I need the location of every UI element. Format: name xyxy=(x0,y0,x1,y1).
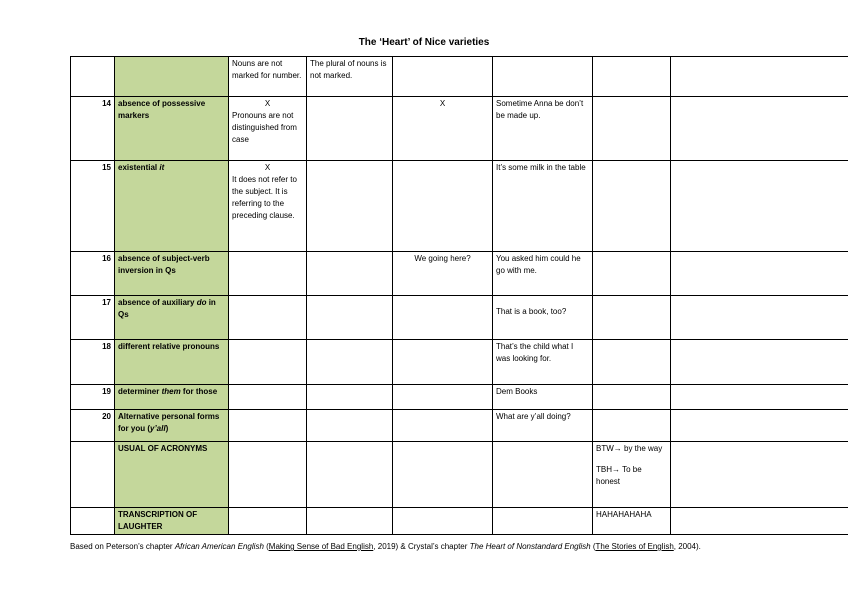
cell-col3 xyxy=(307,410,393,442)
cell-col3 xyxy=(307,97,393,161)
source-link-stories-of-english[interactable]: The Stories of English xyxy=(595,542,674,551)
cell-col2: Nouns are not marked for number. xyxy=(229,57,307,97)
table-row xyxy=(71,57,848,97)
cell-example xyxy=(493,508,593,535)
row-number: 17 xyxy=(71,296,115,340)
note: It does not refer to the subject. It is referring to the preceding clause. xyxy=(232,175,297,220)
feature-label: TRANSCRIPTION OF LAUGHTER xyxy=(115,508,229,535)
cell-col4: We going here? xyxy=(393,252,493,296)
example-text: It’s some milk in the table xyxy=(493,161,593,252)
cell-col6 xyxy=(593,161,671,252)
example-text: That’s the child what I was looking for. xyxy=(493,340,593,385)
acronym-btw: BTW→ by the way xyxy=(596,444,663,453)
cell-col6 xyxy=(593,385,671,410)
varieties-table xyxy=(70,56,848,535)
cell-col2 xyxy=(229,410,307,442)
acronym-list xyxy=(593,442,671,508)
row-number: 18 xyxy=(71,340,115,385)
source-link-bad-english[interactable]: Making Sense of Bad English xyxy=(268,542,374,551)
table-row xyxy=(71,161,848,252)
note: Pronouns are not distinguished from case xyxy=(232,111,297,144)
cell-col7 xyxy=(671,385,848,410)
cell-num xyxy=(71,442,115,508)
cell-col4 xyxy=(393,410,493,442)
cell-col2 xyxy=(229,508,307,535)
cell-num xyxy=(71,508,115,535)
example-text: Sometime Anna be don’t be made up. xyxy=(493,97,593,161)
feature-label: absence of auxiliary do in Qs xyxy=(115,296,229,340)
row-number: 15 xyxy=(71,161,115,252)
cell-col2 xyxy=(229,97,307,161)
source-footnote: Based on Peterson’s chapter African American English (Making Sense of Bad English, 2019) & Crystal’s chapter The Heart of Nonstandard English (The Stories of English, 2004). xyxy=(70,542,701,551)
cell-example xyxy=(493,57,593,97)
mark-x: X xyxy=(393,97,493,161)
cell-col3 xyxy=(307,340,393,385)
feature-label: existential it xyxy=(115,161,229,252)
cell-col7 xyxy=(671,442,848,508)
example-text: That is a book, too? xyxy=(493,296,593,340)
cell-col6 xyxy=(593,252,671,296)
cell-col3 xyxy=(307,161,393,252)
cell-col2 xyxy=(229,296,307,340)
cell-col6 xyxy=(593,57,671,97)
cell-col4 xyxy=(393,508,493,535)
feature-label: determiner them for those xyxy=(115,385,229,410)
cell-col6 xyxy=(593,340,671,385)
mark-x: X xyxy=(264,99,271,108)
laughter-text: HAHAHAHAHA xyxy=(593,508,671,535)
feature-label: absence of subject-verb inversion in Qs xyxy=(115,252,229,296)
cell-col6 xyxy=(593,97,671,161)
table-row xyxy=(71,442,848,508)
cell-col3 xyxy=(307,252,393,296)
row-number: 19 xyxy=(71,385,115,410)
cell-col2 xyxy=(229,252,307,296)
cell-col7 xyxy=(671,410,848,442)
feature-label: different relative pronouns xyxy=(115,340,229,385)
example-text: What are y’all doing? xyxy=(493,410,593,442)
row-number: 20 xyxy=(71,410,115,442)
table-row xyxy=(71,340,848,385)
cell-col7 xyxy=(671,508,848,535)
page-title: The ‘Heart’ of Nice varieties xyxy=(358,37,490,48)
cell-col7 xyxy=(671,161,848,252)
cell-col3 xyxy=(307,442,393,508)
cell-col6 xyxy=(593,410,671,442)
table-row xyxy=(71,296,848,340)
cell-col3: The plural of nouns is not marked. xyxy=(307,57,393,97)
cell-col4 xyxy=(393,296,493,340)
cell-col6 xyxy=(593,296,671,340)
cell-col7 xyxy=(671,57,848,97)
table-row xyxy=(71,385,848,410)
row-number: 14 xyxy=(71,97,115,161)
cell-col7 xyxy=(671,296,848,340)
cell-col4 xyxy=(393,340,493,385)
feature-label: Alternative personal forms for you (y’all) xyxy=(115,410,229,442)
cell-example xyxy=(493,442,593,508)
cell-col3 xyxy=(307,385,393,410)
example-text: You asked him could he go with me. xyxy=(493,252,593,296)
feature-label: absence of possessive markers xyxy=(115,97,229,161)
example-text: Dem Books xyxy=(493,385,593,410)
cell-col4 xyxy=(393,161,493,252)
cell-col4 xyxy=(393,57,493,97)
cell-col4 xyxy=(393,442,493,508)
cell-col3 xyxy=(307,296,393,340)
table-row xyxy=(71,410,848,442)
cell-num xyxy=(71,57,115,97)
row-number: 16 xyxy=(71,252,115,296)
cell-col2 xyxy=(229,442,307,508)
cell-col2 xyxy=(229,385,307,410)
cell-col4 xyxy=(393,385,493,410)
feature-label: USUAL OF ACRONYMS xyxy=(115,442,229,508)
cell-col7 xyxy=(671,97,848,161)
cell-col7 xyxy=(671,340,848,385)
table-row xyxy=(71,508,848,535)
table-row xyxy=(71,252,848,296)
acronym-tbh: TBH→ To be honest xyxy=(596,465,642,486)
mark-x: X xyxy=(264,163,271,172)
cell-col3 xyxy=(307,508,393,535)
cell-feature xyxy=(115,57,229,97)
table-row xyxy=(71,97,848,161)
cell-col2 xyxy=(229,340,307,385)
cell-col7 xyxy=(671,252,848,296)
cell-col2 xyxy=(229,161,307,252)
